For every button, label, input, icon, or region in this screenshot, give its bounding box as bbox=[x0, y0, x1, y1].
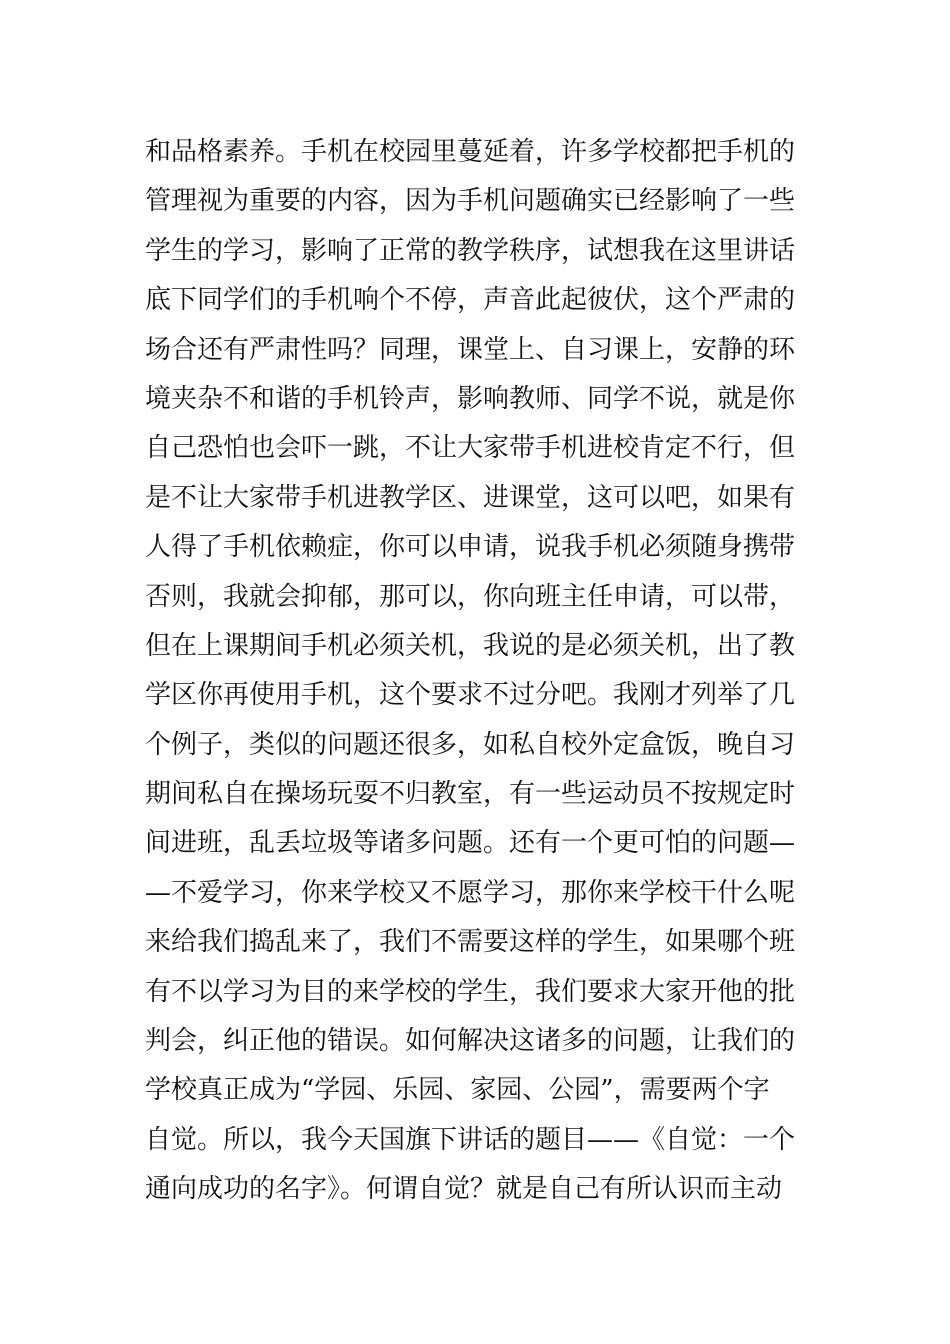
text-line: 境夹杂不和谐的手机铃声，影响教师、同学不说，就是你 bbox=[145, 383, 796, 414]
text-line: 通向成功的名字》。何谓自觉？就是自己有所认识而主动 bbox=[145, 1174, 783, 1205]
text-line: 有不以学习为目的来学校的学生，我们要求大家开他的批 bbox=[145, 976, 796, 1007]
text-line: 管理视为重要的内容，因为手机问题确实已经影响了一些 bbox=[145, 186, 796, 217]
text-line: 自己恐怕也会吓一跳，不让大家带手机进校肯定不行，但 bbox=[145, 433, 796, 464]
body-text bbox=[145, 128, 815, 1215]
text-line: 底下同学们的手机响个不停，声音此起彼伏，这个严肃的 bbox=[145, 285, 796, 316]
text-line: 是不让大家带手机进教学区、进课堂，这可以吧，如果有 bbox=[145, 482, 796, 513]
text-line: 自觉。所以，我今天国旗下讲话的题目——《自觉：一个 bbox=[145, 1124, 796, 1155]
text-line: 学生的学习，影响了正常的教学秩序，试想我在这里讲话 bbox=[145, 235, 796, 266]
text-line: 学区你再使用手机，这个要求不过分吧。我刚才列举了几 bbox=[145, 680, 796, 711]
text-line: 期间私自在操场玩耍不归教室，有一些运动员不按规定时 bbox=[145, 779, 796, 810]
text-line: 人得了手机依赖症，你可以申请，说我手机必须随身携带 bbox=[145, 532, 796, 563]
text-line: 否则，我就会抑郁，那可以，你向班主任申请，可以带， bbox=[145, 581, 796, 612]
text-line: 间进班，乱丢垃圾等诸多问题。还有一个更可怕的问题— bbox=[145, 828, 796, 859]
text-line: 个例子，类似的问题还很多，如私自校外定盒饭，晚自习 bbox=[145, 729, 796, 760]
text-line: 但在上课期间手机必须关机，我说的是必须关机，出了教 bbox=[145, 630, 796, 661]
text-line: 学校真正成为“学园、乐园、家园、公园”，需要两个字 bbox=[145, 1075, 770, 1106]
text-line: 和品格素养。手机在校园里蔓延着，许多学校都把手机的 bbox=[145, 137, 796, 167]
text-line: —不爱学习，你来学校又不愿学习，那你来学校干什么呢 bbox=[145, 877, 796, 908]
text-line: 来给我们捣乱来了，我们不需要这样的学生，如果哪个班 bbox=[145, 927, 796, 958]
text-line: 判会，纠正他的错误。如何解决这诸多的问题，让我们的 bbox=[145, 1026, 796, 1057]
text-line: 场合还有严肃性吗？同理，课堂上、自习课上，安静的环 bbox=[145, 334, 796, 365]
